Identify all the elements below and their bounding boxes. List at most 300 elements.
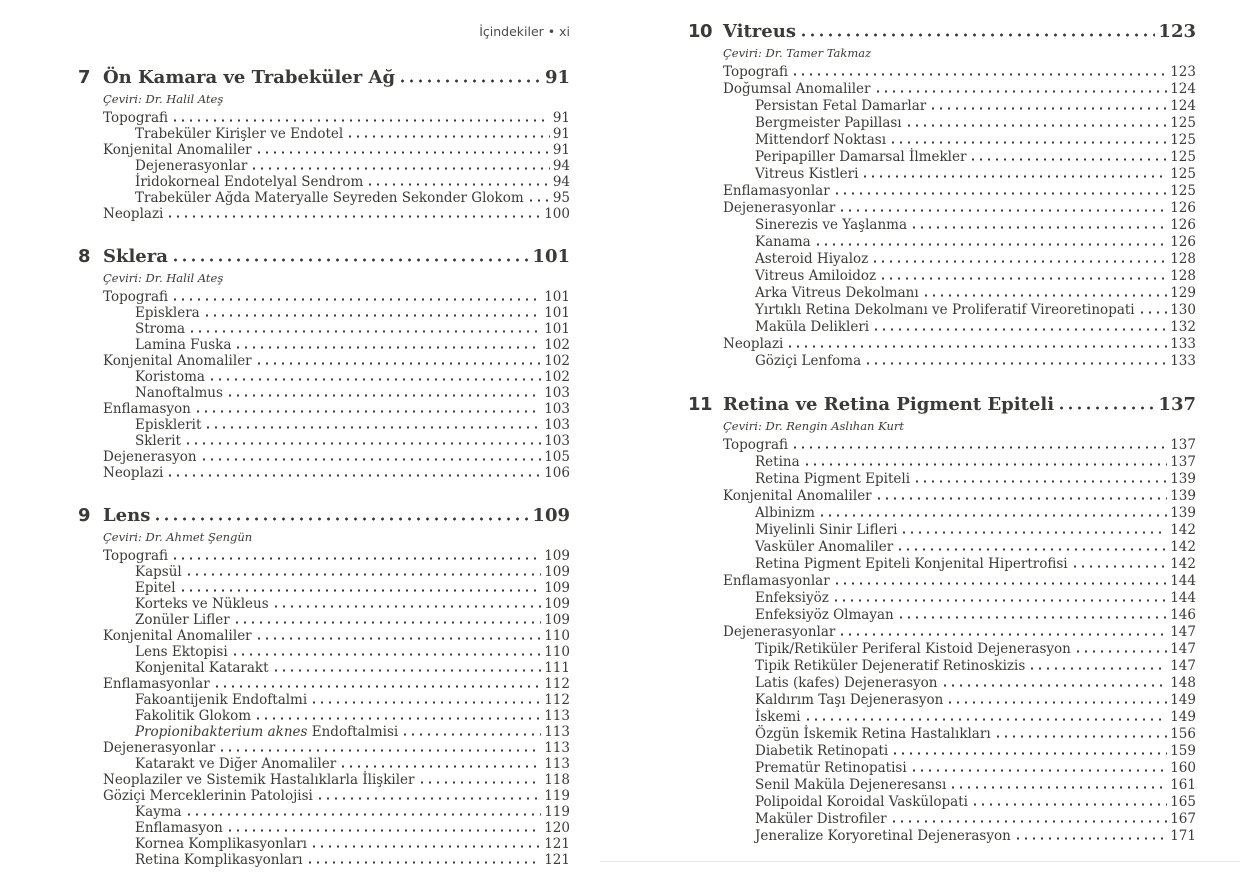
dotted-leader [346,134,550,138]
dotted-leader [166,214,541,218]
scan-artifact-line [600,861,1240,862]
entry-label: Episklera [135,305,200,321]
toc-entry [723,743,1196,760]
toc-entry [723,811,1196,828]
entry-label: Epitel [135,580,176,596]
dotted-leader [234,345,541,349]
entry-page-number: 91 [552,126,570,142]
entry-page-number: 126 [1170,217,1196,233]
entry-label: Konjenital Anomaliler [103,628,252,644]
toc-entry [723,641,1196,658]
entry-page-number: 139 [1170,471,1196,487]
entry-page-number: 144 [1170,590,1196,606]
toc-entry [723,336,1196,353]
toc-entry [723,319,1196,336]
toc-entry [103,708,570,724]
entry-page-number: 142 [1170,522,1196,538]
entry-label: Zonüler Lifler [135,612,230,628]
entry-label: Göziçi Merceklerinin Patolojisi [103,788,313,804]
entry-page-number: 126 [1170,234,1196,250]
entry-page-number: 149 [1170,709,1196,725]
chapter-page-number: 101 [532,246,570,267]
entry-label: Dejenerasyonlar [103,740,216,756]
dotted-leader [166,473,541,477]
entry-italic-label: Propionibakterium aknes [135,724,308,740]
entry-page-number: 105 [544,449,570,465]
entry-label: Arka Vitreus Dekolmanı [755,285,919,301]
dotted-leader [203,313,541,317]
entry-label: Neoplazi [723,336,784,352]
chapter-number: 8 [78,246,91,267]
dotted-leader [398,79,542,83]
entry-label: Kornea Komplikasyonları [135,836,307,852]
dotted-leader [871,259,1167,263]
entry-label: Enfeksiyöz [755,590,829,606]
entry-label: Dejenerasyonlar [135,158,248,174]
toc-entry [723,437,1196,454]
toc-entry [723,692,1196,709]
entry-label: Enflamasyon [135,820,223,836]
dotted-leader [255,150,550,154]
toc-entry [103,337,570,353]
entry-label: Lens Ektopisi [135,644,228,660]
chapter-number: 9 [78,505,91,526]
entry-label: Konjenital Anomaliler [723,488,872,504]
toc-entry [723,234,1196,251]
dotted-leader [310,844,541,848]
entry-label-rest: Endoftalmisi [311,724,399,740]
entry-label: Katarakt ve Diğer Anomaliler [135,756,337,772]
entry-page-number: 119 [544,804,570,820]
entry-page-number: 146 [1170,607,1196,623]
toc-entry [723,64,1196,81]
dotted-leader [838,632,1167,636]
entry-label: Topografi [103,289,169,305]
dotted-leader [875,496,1168,500]
dotted-leader [171,258,530,262]
chapter-title: Lens [103,505,151,526]
entry-page-number: 125 [1170,115,1196,131]
toc-entry [723,556,1196,573]
entry-page-number: 129 [1170,285,1196,301]
toc-entry [723,454,1196,471]
entry-label: Vasküler Anomaliler [755,539,894,555]
entry-page-number: 125 [1170,149,1196,165]
entry-label: Yırtıklı Retina Dekolmanı ve Proliferatif Vireoretinopati [755,302,1135,318]
dotted-leader [889,140,1167,144]
entry-page-number: 91 [552,142,570,158]
dotted-leader [905,123,1168,127]
toc-entry [723,675,1196,692]
toc-entry [103,401,570,417]
dotted-leader [994,734,1168,738]
dotted-leader [897,615,1167,619]
dotted-leader [188,329,541,333]
chapter-translator: Çeviri: Dr. Halil Ateş [103,271,224,285]
entry-page-number: 132 [1170,319,1196,335]
entry-label: Vitreus Kistleri [755,166,859,182]
entry-page-number: 121 [544,836,570,852]
dotted-leader [971,802,1167,806]
entry-label: Albinizm [755,505,815,521]
chapter-heading [78,504,570,528]
entry-label: Doğumsal Anomaliler [723,81,871,97]
toc-entry [723,777,1196,794]
entry-page-number: 110 [544,644,570,660]
toc-entry [723,166,1196,183]
entry-label: Topografi [723,437,789,453]
toc-entry [723,573,1196,590]
entry-label: Enflamasyonlar [723,573,830,589]
dotted-leader [900,530,1167,534]
dotted-leader [204,425,541,429]
entry-label: Enflamasyon [103,401,191,417]
entry-page-number: 119 [544,788,570,804]
entry-label: Konjenital Anomaliler [103,353,252,369]
entry-page-number: 149 [1170,692,1196,708]
entry-page-number: 133 [1170,336,1196,352]
entry-page-number: 120 [544,820,570,836]
entry-page-number: 94 [552,158,570,174]
toc-entry [723,760,1196,777]
entry-page-number: 124 [1170,98,1196,114]
chapter-title: Vitreus [723,21,796,42]
entry-label: Dejenerasyon [103,449,197,465]
entry-label: Fakolitik Glokom [135,708,251,724]
dotted-leader [969,157,1167,161]
dotted-leader [804,717,1168,721]
entry-page-number: 103 [544,433,570,449]
entry-label: Peripapiller Damarsal İlmekler [755,149,967,165]
chapter-number: 10 [688,21,713,42]
entry-label: Konjenital Anomaliler [103,142,252,158]
dotted-leader [226,828,541,832]
toc-entry [723,302,1196,319]
toc-entry [103,804,570,820]
dotted-leader [1057,406,1155,410]
chapter-block [78,66,570,222]
entry-page-number: 124 [1170,81,1196,97]
entry-page-number: 113 [544,724,570,740]
entry-label [135,724,398,740]
entry-label: Trabeküler Kirişler ve Endotel [135,126,344,142]
entry-page-number: 144 [1170,573,1196,589]
dotted-leader [833,581,1168,585]
dotted-leader [401,732,541,736]
toc-entry [103,433,570,449]
dotted-leader [218,748,541,752]
entry-page-number: 137 [1170,454,1196,470]
dotted-leader [1071,564,1168,568]
chapter-page-number: 123 [1158,21,1196,42]
dotted-leader [872,327,1167,331]
toc-entry [103,158,570,174]
toc-entry [103,126,570,142]
entry-label: Neoplazi [103,465,164,481]
entry-page-number: 133 [1170,353,1196,369]
toc-entry [103,820,570,836]
toc-entry [723,183,1196,200]
entry-label: Fakoantijenik Endoftalmi [135,692,308,708]
dotted-leader [864,361,1167,365]
toc-entry [103,628,570,644]
entry-label: Maküla Delikleri [755,319,870,335]
chapter-translator: Çeviri: Dr. Halil Ateş [103,92,224,106]
entry-label: Neoplazi [103,206,164,222]
chapter-block [688,393,1196,845]
entry-page-number: 137 [1170,437,1196,453]
entry-page-number: 103 [544,401,570,417]
dotted-leader [791,445,1167,449]
entry-label: Dejenerasyonlar [723,624,836,640]
entry-page-number: 109 [544,612,570,628]
dotted-leader [949,785,1167,789]
entry-label: Kayma [135,804,182,820]
entry-page-number: 147 [1170,624,1196,640]
toc-entry [103,756,570,772]
entry-page-number: 109 [544,596,570,612]
toc-entry [103,369,570,385]
dotted-leader [861,174,1167,178]
entry-label: Diabetik Retinopati [755,743,889,759]
dotted-leader [791,72,1167,76]
dotted-leader [184,441,541,445]
dotted-leader [185,812,542,816]
toc-entry [723,488,1196,505]
toc-entry [723,98,1196,115]
dotted-leader [200,457,542,461]
dotted-leader [910,225,1167,229]
entry-page-number: 148 [1170,675,1196,691]
dotted-leader [171,118,550,122]
toc-entry [723,539,1196,556]
toc-entry [723,794,1196,811]
dotted-leader [922,293,1168,297]
entry-label: Topografi [103,110,169,126]
dotted-leader [366,182,550,186]
entry-page-number: 139 [1170,488,1196,504]
dotted-leader [255,361,542,365]
dotted-leader [1014,836,1167,840]
entry-page-number: 139 [1170,505,1196,521]
entry-page-number: 165 [1170,794,1196,810]
dotted-leader [896,547,1167,551]
entry-page-number: 100 [544,206,570,222]
entry-page-number: 142 [1170,539,1196,555]
dotted-leader [803,462,1168,466]
dotted-leader [879,276,1167,280]
dotted-leader [890,819,1168,823]
entry-label: İridokorneal Endotelyal Sendrom [135,174,364,190]
entry-page-number: 112 [544,692,570,708]
entry-label: Miyelinli Sinir Lifleri [755,522,898,538]
dotted-leader [891,751,1167,755]
toc-entry [723,522,1196,539]
dotted-leader [818,513,1167,517]
toc-entry [103,353,570,369]
entry-label: Göziçi Lenfoma [755,353,862,369]
entry-page-number: 111 [544,660,570,676]
toc-column-right [688,20,1196,868]
dotted-leader [799,33,1155,37]
toc-entry [103,564,570,580]
entry-page-number: 161 [1170,777,1196,793]
dotted-leader [418,780,542,784]
entry-label: Kaldırım Taşı Dejenerasyon [755,692,944,708]
toc-entry [103,190,570,206]
toc-entry [103,206,570,222]
entry-label: Dejenerasyonlar [723,200,836,216]
dotted-leader [946,700,1167,704]
toc-entry [723,268,1196,285]
entry-page-number: 103 [544,385,570,401]
toc-entry [103,417,570,433]
toc-entry [103,836,570,852]
entry-page-number: 106 [544,465,570,481]
dotted-leader [910,768,1168,772]
dotted-leader [833,191,1168,195]
entry-label: Episklerit [135,417,202,433]
chapter-translator: Çeviri: Dr. Rengin Aslıhan Kurt [723,419,904,433]
entry-page-number: 102 [544,337,570,353]
entry-page-number: 101 [544,305,570,321]
dotted-leader [1138,310,1168,314]
dotted-leader [1074,649,1167,653]
toc-entry [103,142,570,158]
entry-page-number: 121 [544,852,570,868]
entry-label: Tipik/Retiküler Periferal Kistoid Dejenerasyon [755,641,1071,657]
toc-entry [723,149,1196,166]
entry-label: Korteks ve Nükleus [135,596,269,612]
dotted-leader [272,604,542,608]
toc-entry [103,110,570,126]
chapter-heading [688,20,1196,44]
entry-page-number: 112 [544,676,570,692]
toc-entry [723,115,1196,132]
dotted-leader [255,636,542,640]
entry-label: Retina Komplikasyonları [135,852,303,868]
chapter-translator: Çeviri: Dr. Ahmet Şengün [103,530,253,544]
toc-entry [723,726,1196,743]
chapter-heading [688,393,1196,417]
entry-page-number: 102 [544,353,570,369]
toc-entry [723,709,1196,726]
toc-entry [103,174,570,190]
toc-entry [103,321,570,337]
chapter-title: Ön Kamara ve Trabeküler Ağ [103,67,396,88]
chapter-block [78,245,570,481]
entry-page-number: 118 [544,772,570,788]
entry-label: Trabeküler Ağda Materyalle Seyreden Sekonder Glokom [135,190,524,206]
entry-label: Retina [755,454,800,470]
entry-label: Polipoidal Koroidal Vaskülopati [755,794,968,810]
dotted-leader [306,860,542,864]
dotted-leader [929,106,1167,110]
entry-page-number: 171 [1170,828,1196,844]
toc-entry [103,852,570,868]
entry-label: Nanoftalmus [135,385,223,401]
entry-page-number: 167 [1170,811,1196,827]
dotted-leader [171,556,541,560]
entry-label: Özgün İskemik Retina Hastalıkları [755,726,991,742]
toc-entry [723,658,1196,675]
dotted-leader [272,668,542,672]
toc-entry [103,692,570,708]
entry-label: Vitreus Amiloidoz [755,268,877,284]
entry-page-number: 109 [544,580,570,596]
entry-label: Asteroid Hiyaloz [755,251,869,267]
entry-page-number: 156 [1170,726,1196,742]
toc-entry [103,724,570,740]
dotted-leader [786,344,1167,348]
toc-entry [723,471,1196,488]
dotted-leader [941,683,1168,687]
entry-page-number: 128 [1170,251,1196,267]
entry-label: Latis (kafes) Dejenerasyon [755,675,938,691]
chapter-page-number: 109 [532,505,570,526]
chapter-title: Retina ve Retina Pigment Epiteli [723,394,1055,415]
toc-entry [103,465,570,481]
entry-page-number: 159 [1170,743,1196,759]
running-head: İçindekiler • xi [479,24,570,39]
entry-page-number: 123 [1170,64,1196,80]
dotted-leader [913,479,1167,483]
entry-page-number: 125 [1170,132,1196,148]
toc-entry [723,590,1196,607]
toc-entry [103,305,570,321]
dotted-leader [194,409,541,413]
chapter-heading [78,245,570,269]
entry-label: Kapsül [135,564,182,580]
entry-label: Maküler Distrofiler [755,811,887,827]
entry-page-number: 94 [552,174,570,190]
dotted-leader [527,198,550,202]
entry-label: Persistan Fetal Damarlar [755,98,927,114]
dotted-leader [179,588,542,592]
toc-entry [723,828,1196,845]
chapter-block [78,504,570,868]
entry-label: Mittendorf Noktası [755,132,887,148]
dotted-leader [316,796,541,800]
entry-label: Jeneralize Koryoretinal Dejenerasyon [755,828,1011,844]
entry-label: Sinerezis ve Yaşlanma [755,217,908,233]
entry-label: Neoplaziler ve Sistemik Hastalıklarla İlişkiler [103,772,415,788]
entry-label: Retina Pigment Epiteli [755,471,911,487]
entry-label: Sklerit [135,433,181,449]
chapter-page-number: 137 [1158,394,1196,415]
entry-page-number: 125 [1170,166,1196,182]
dotted-leader [231,652,542,656]
chapter-heading [78,66,570,90]
toc-entry [723,505,1196,522]
toc-column-left [78,66,570,883]
entry-page-number: 103 [544,417,570,433]
entry-label: İskemi [755,709,801,725]
entry-label: Bergmeister Papillası [755,115,902,131]
dotted-leader [208,377,541,381]
entry-page-number: 110 [544,628,570,644]
toc-entry [723,285,1196,302]
entry-page-number: 147 [1170,658,1196,674]
entry-label: Kanama [755,234,811,250]
entry-label: Retina Pigment Epiteli Konjenital Hipertrofisi [755,556,1068,572]
entry-label: Prematür Retinopatisi [755,760,907,776]
dotted-leader [838,208,1167,212]
toc-entry [723,607,1196,624]
toc-entry [723,624,1196,641]
entry-page-number: 109 [544,564,570,580]
toc-entry [103,548,570,564]
